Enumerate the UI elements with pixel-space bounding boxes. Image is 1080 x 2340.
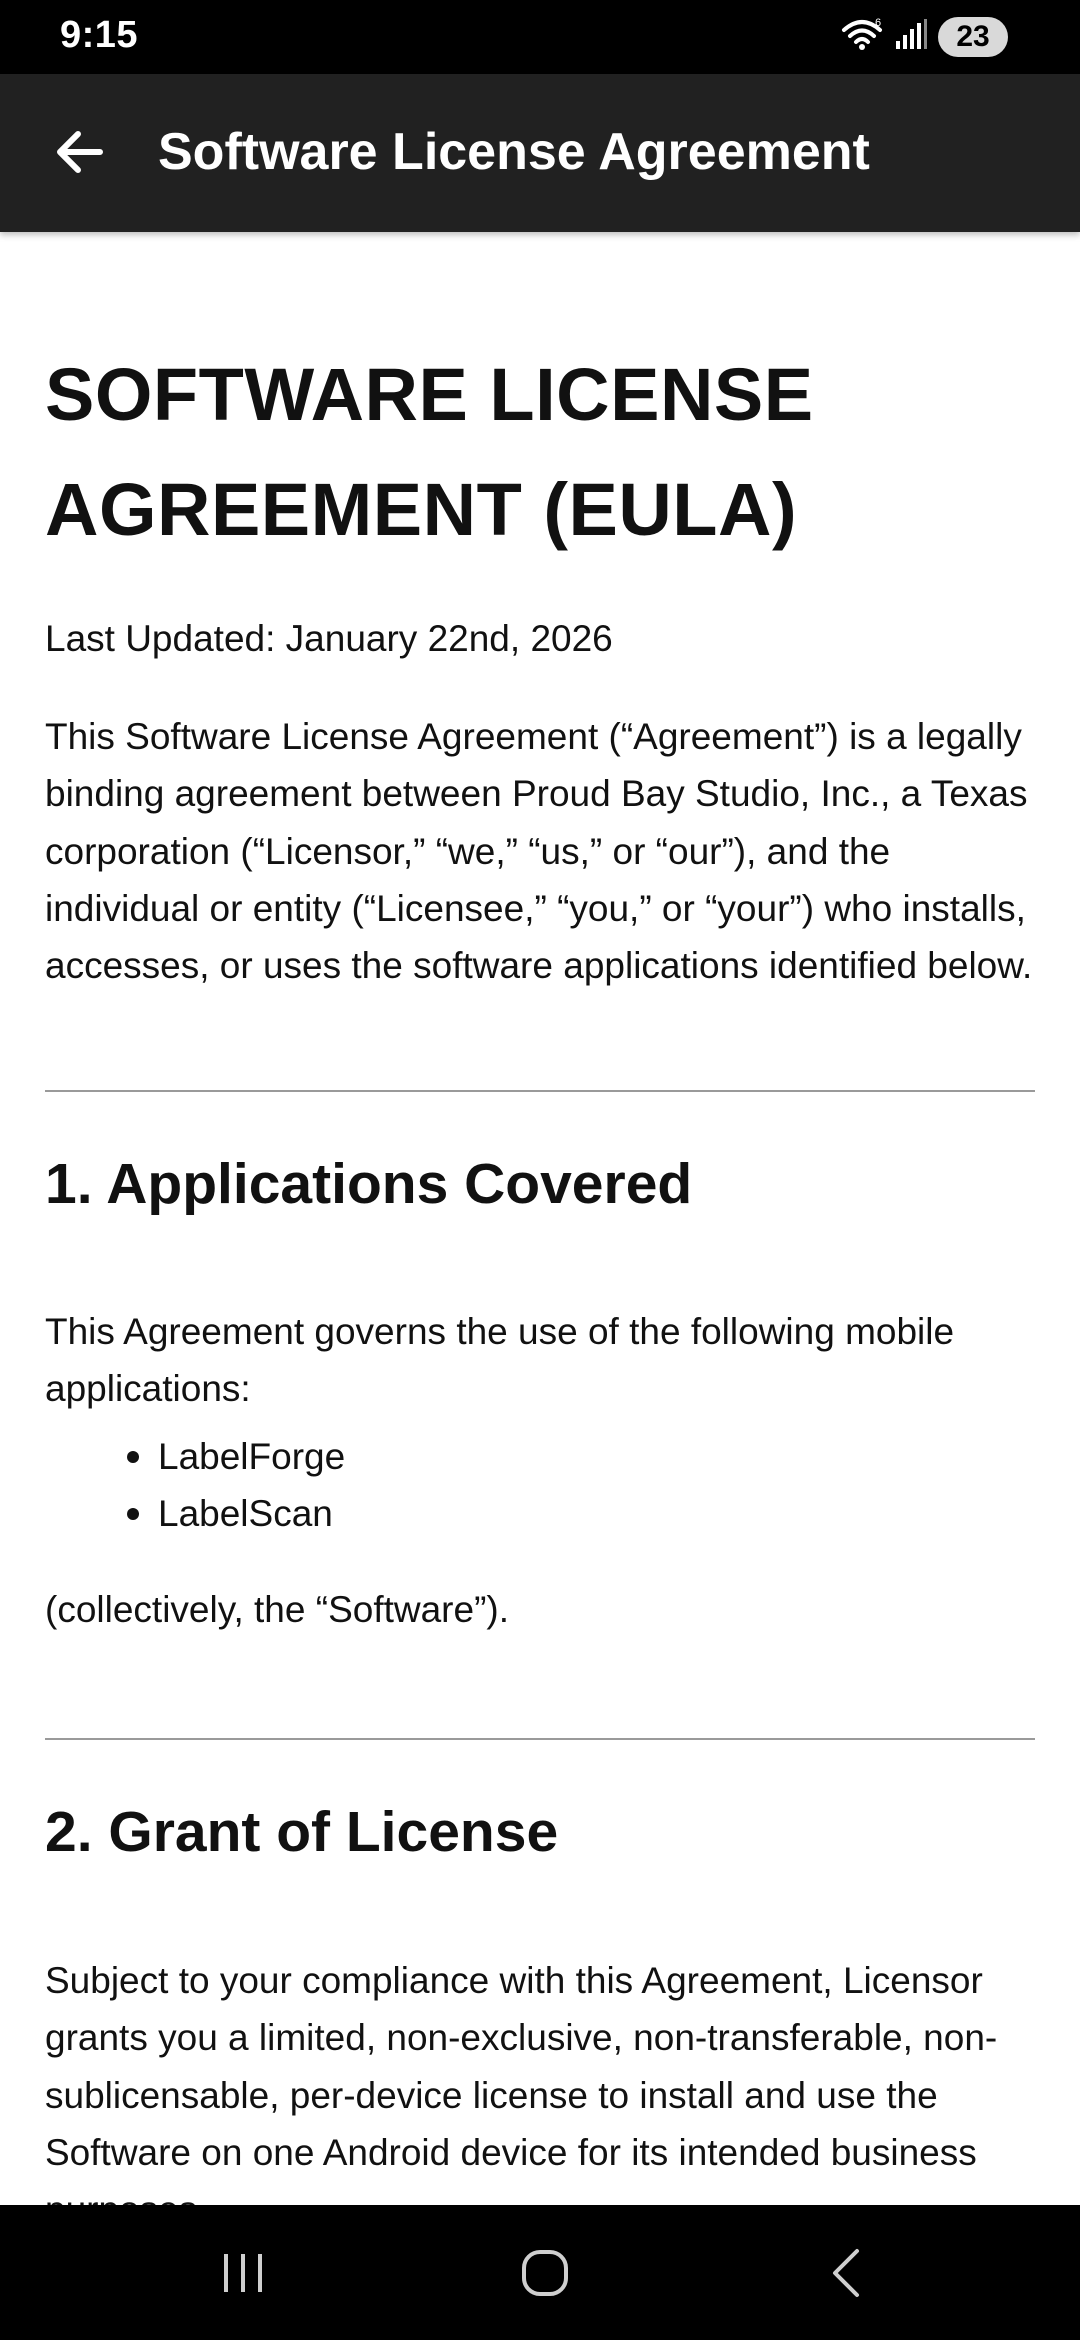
section-body-applications: This Agreement governs the use of the following mobile applications:: [45, 1311, 955, 1410]
wifi-icon: [840, 16, 884, 57]
signal-icon: [894, 17, 928, 56]
status-time: 9:15: [60, 14, 139, 56]
arrow-back-icon: [54, 126, 106, 183]
battery-icon: 23: [938, 17, 1008, 57]
software-definition: (collectively, the “Software”).: [45, 1589, 509, 1630]
section-body-grant: Subject to your compliance with this Agreement, Licensor grants you a limited, non-exclusive, non-transferable, non-sublicensable, per-device license to install and use the Software on one Android device for its intended business: [45, 1960, 998, 2173]
last-updated: Last Updated: January 22nd, 2026: [45, 618, 613, 659]
recent-apps-icon: [218, 2250, 268, 2301]
section-heading-applications: 1. Applications Covered: [45, 1152, 693, 1216]
app-title: Software License Agreement: [158, 123, 870, 181]
home-icon: [519, 2247, 571, 2304]
list-item: LabelScan: [45, 1485, 345, 1542]
status-icons: [840, 16, 1008, 57]
home-button[interactable]: [500, 2235, 590, 2315]
divider: [45, 1090, 1035, 1092]
app-bar: [0, 74, 1080, 232]
back-icon: [825, 2247, 869, 2304]
svg-text:6: 6: [875, 17, 882, 29]
recent-apps-button[interactable]: [198, 2235, 288, 2315]
document-content[interactable]: [45, 232, 1035, 2205]
back-button[interactable]: [40, 114, 120, 194]
applications-list: [45, 1428, 345, 1542]
section-heading-grant: 2. Grant of License: [45, 1800, 559, 1864]
nav-back-button[interactable]: [802, 2235, 892, 2315]
divider: [45, 1738, 1035, 1740]
status-bar: [0, 0, 1080, 74]
intro-paragraph: This Software License Agreement (“Agreement”) is a legally binding agreement between Proud Bay Studio, Inc., a Texas corporation (“Licensor,” “we,” “us,” or “our”), and the individual or entity (“Licensee,” “you,” or “your”) who installs, accesses, or uses the software applications identified below.: [45, 716, 1033, 987]
navigation-bar: [0, 2205, 1080, 2340]
list-item: LabelForge: [45, 1428, 345, 1485]
document-title: SOFTWARE LICENSE AGREEMENT (EULA): [45, 353, 814, 551]
